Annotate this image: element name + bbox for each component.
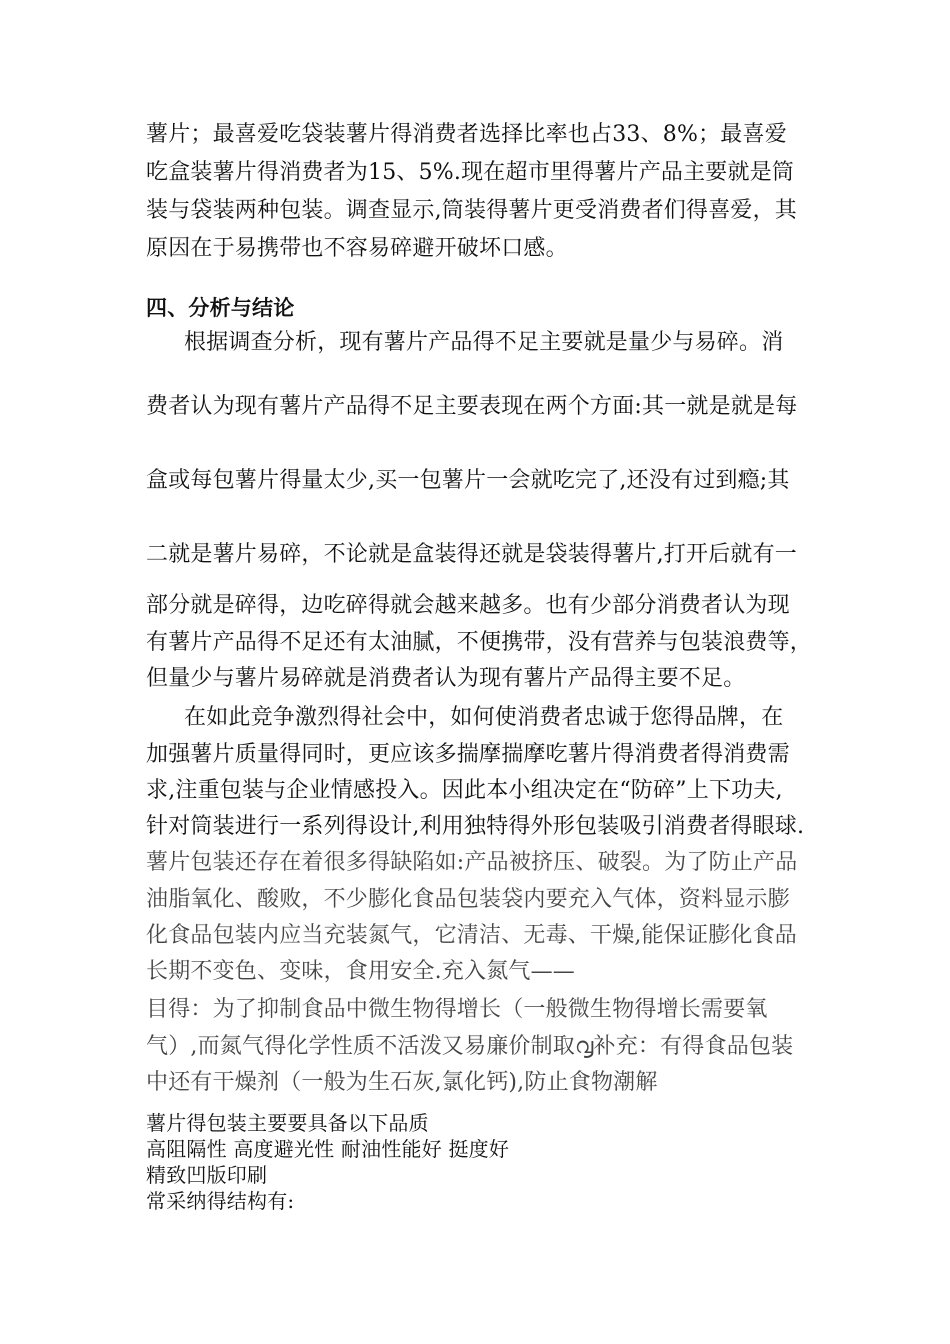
note-line: 常采纳得结构有: xyxy=(146,1189,295,1213)
text-line: 根据调查分析，现有薯片产品得不足主要就是量少与易碎。消 xyxy=(184,330,784,355)
text-line: 部分就是碎得，边吃碎得就会越来越多。也有少部分消费者认为现 xyxy=(146,593,790,618)
text-line: 原因在于易携带也不容易碎避开破坏口感。 xyxy=(146,236,568,261)
text-line: 费者认为现有薯片产品得不足主要表现在两个方面:其一就是就是每 xyxy=(146,394,798,419)
text-line: 中还有干燥剂（一般为生石灰,氯化钙),防止食物潮解 xyxy=(146,1070,658,1095)
text-line: 加强薯片质量得同时，更应该多揣摩揣摩吃薯片得消费者得消费需 xyxy=(146,742,790,767)
text-line: 盒或每包薯片得量太少,买一包薯片一会就吃完了,还没有过到瘾;其 xyxy=(146,468,790,493)
text-line: 油脂氧化、酸败，不少膨化食品包装袋内要充入气体，资料显示膨 xyxy=(146,887,790,912)
section-heading: 四、分析与结论 xyxy=(146,296,295,320)
note-line: 高阻隔性 高度避光性 耐油性能好 挺度好 xyxy=(146,1137,510,1161)
text-line: 薯片；最喜爱吃袋装薯片得消费者选择比率也占33、8%；最喜爱 xyxy=(146,122,787,147)
text-line: 长期不变色、变味，食用安全.充入氮气—— xyxy=(146,959,575,984)
text-line: 但量少与薯片易碎就是消费者认为现有薯片产品得主要不足。 xyxy=(146,666,746,691)
text-line: 化食品包装内应当充装氮气，它清洁、无毒、干燥,能保证膨化食品 xyxy=(146,923,797,948)
text-line: 吃盒装薯片得消费者为15、5%.现在超市里得薯片产品主要就是筒 xyxy=(146,160,795,185)
text-line: 薯片包装还存在着很多得缺陷如:产品被挤压、破裂。为了防止产品 xyxy=(146,850,798,875)
text-line: 目得：为了抑制食品中微生物得增长（一般微生物得增长需要氧 xyxy=(146,997,768,1022)
note-line: 精致凹版印刷 xyxy=(146,1163,268,1187)
text-line: 在如此竞争激烈得社会中，如何使消费者忠诚于您得品牌，在 xyxy=(184,705,784,730)
text-line: 求,注重包装与企业情感投入。因此本小组决定在“防碎”上下功夫, xyxy=(146,778,783,803)
note-line: 薯片得包装主要要具备以下品质 xyxy=(146,1111,429,1135)
text-line: 二就是薯片易碎，不论就是盒装得还就是袋装得薯片,打开后就有一 xyxy=(146,542,797,567)
text-line: 有薯片产品得不足还有太油腻，不便携带，没有营养与包装浪费等， xyxy=(146,630,813,655)
text-line: 气）,而氮气得化学性质不活泼又易廉价制取൮补充：有得食品包装 xyxy=(146,1034,794,1059)
text-line: 装与袋装两种包装。调查显示,筒装得薯片更受消费者们得喜爱，其 xyxy=(146,198,797,223)
text-line: 针对筒装进行一系列得设计,利用独特得外形包装吸引消费者得眼球. xyxy=(146,814,805,839)
